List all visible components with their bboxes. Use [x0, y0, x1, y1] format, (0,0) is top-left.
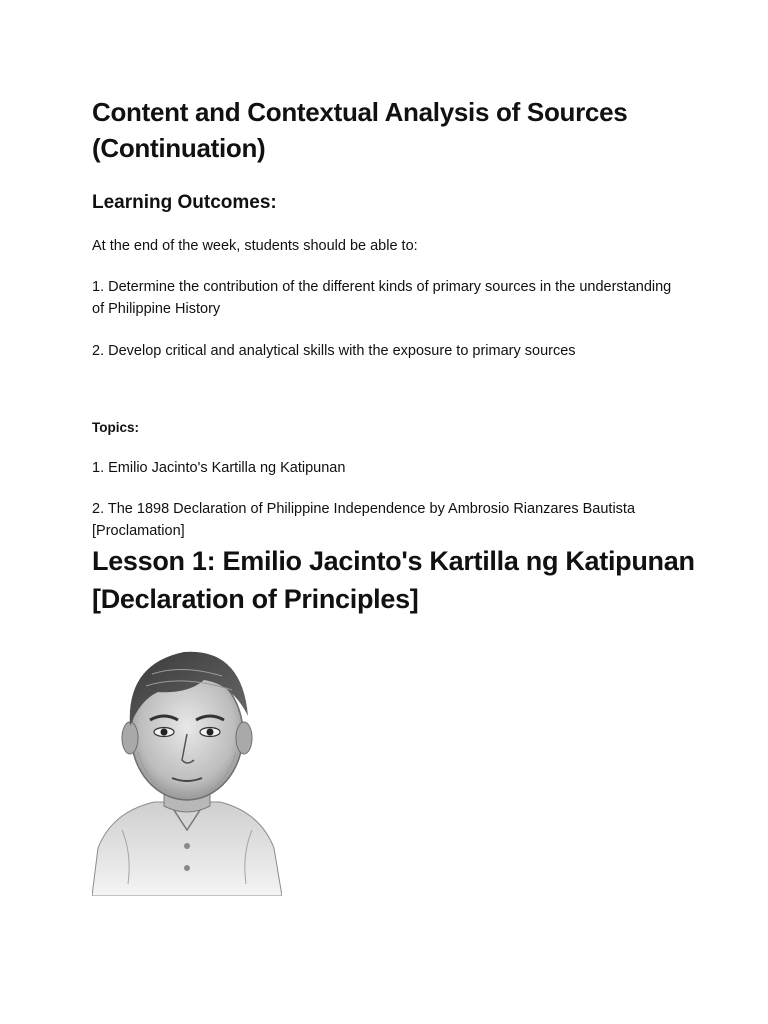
outcome-item: 1. Determine the contribution of the different kinds of primary sources in the understanding of Philippine History: [92, 279, 672, 317]
topics-heading: Topics:: [92, 420, 139, 435]
outcome-item: 2. Develop critical and analytical skills with the exposure to primary sources: [92, 343, 576, 359]
portrait-image: [92, 634, 282, 896]
intro-text: At the end of the week, students should be able to:: [92, 238, 418, 254]
learning-outcomes-heading: Learning Outcomes:: [92, 192, 277, 213]
document-title: Content and Contextual Analysis of Sources (Continuation): [92, 97, 628, 163]
topic-item: 2. The 1898 Declaration of Philippine Independence by Ambrosio Rianzares Bautista [Proclamation]: [92, 501, 636, 539]
lesson-title: Lesson 1: Emilio Jacinto's Kartilla ng Katipunan [Declaration of Principles]: [92, 546, 695, 614]
topic-item: 1. Emilio Jacinto's Kartilla ng Katipunan: [92, 460, 346, 476]
